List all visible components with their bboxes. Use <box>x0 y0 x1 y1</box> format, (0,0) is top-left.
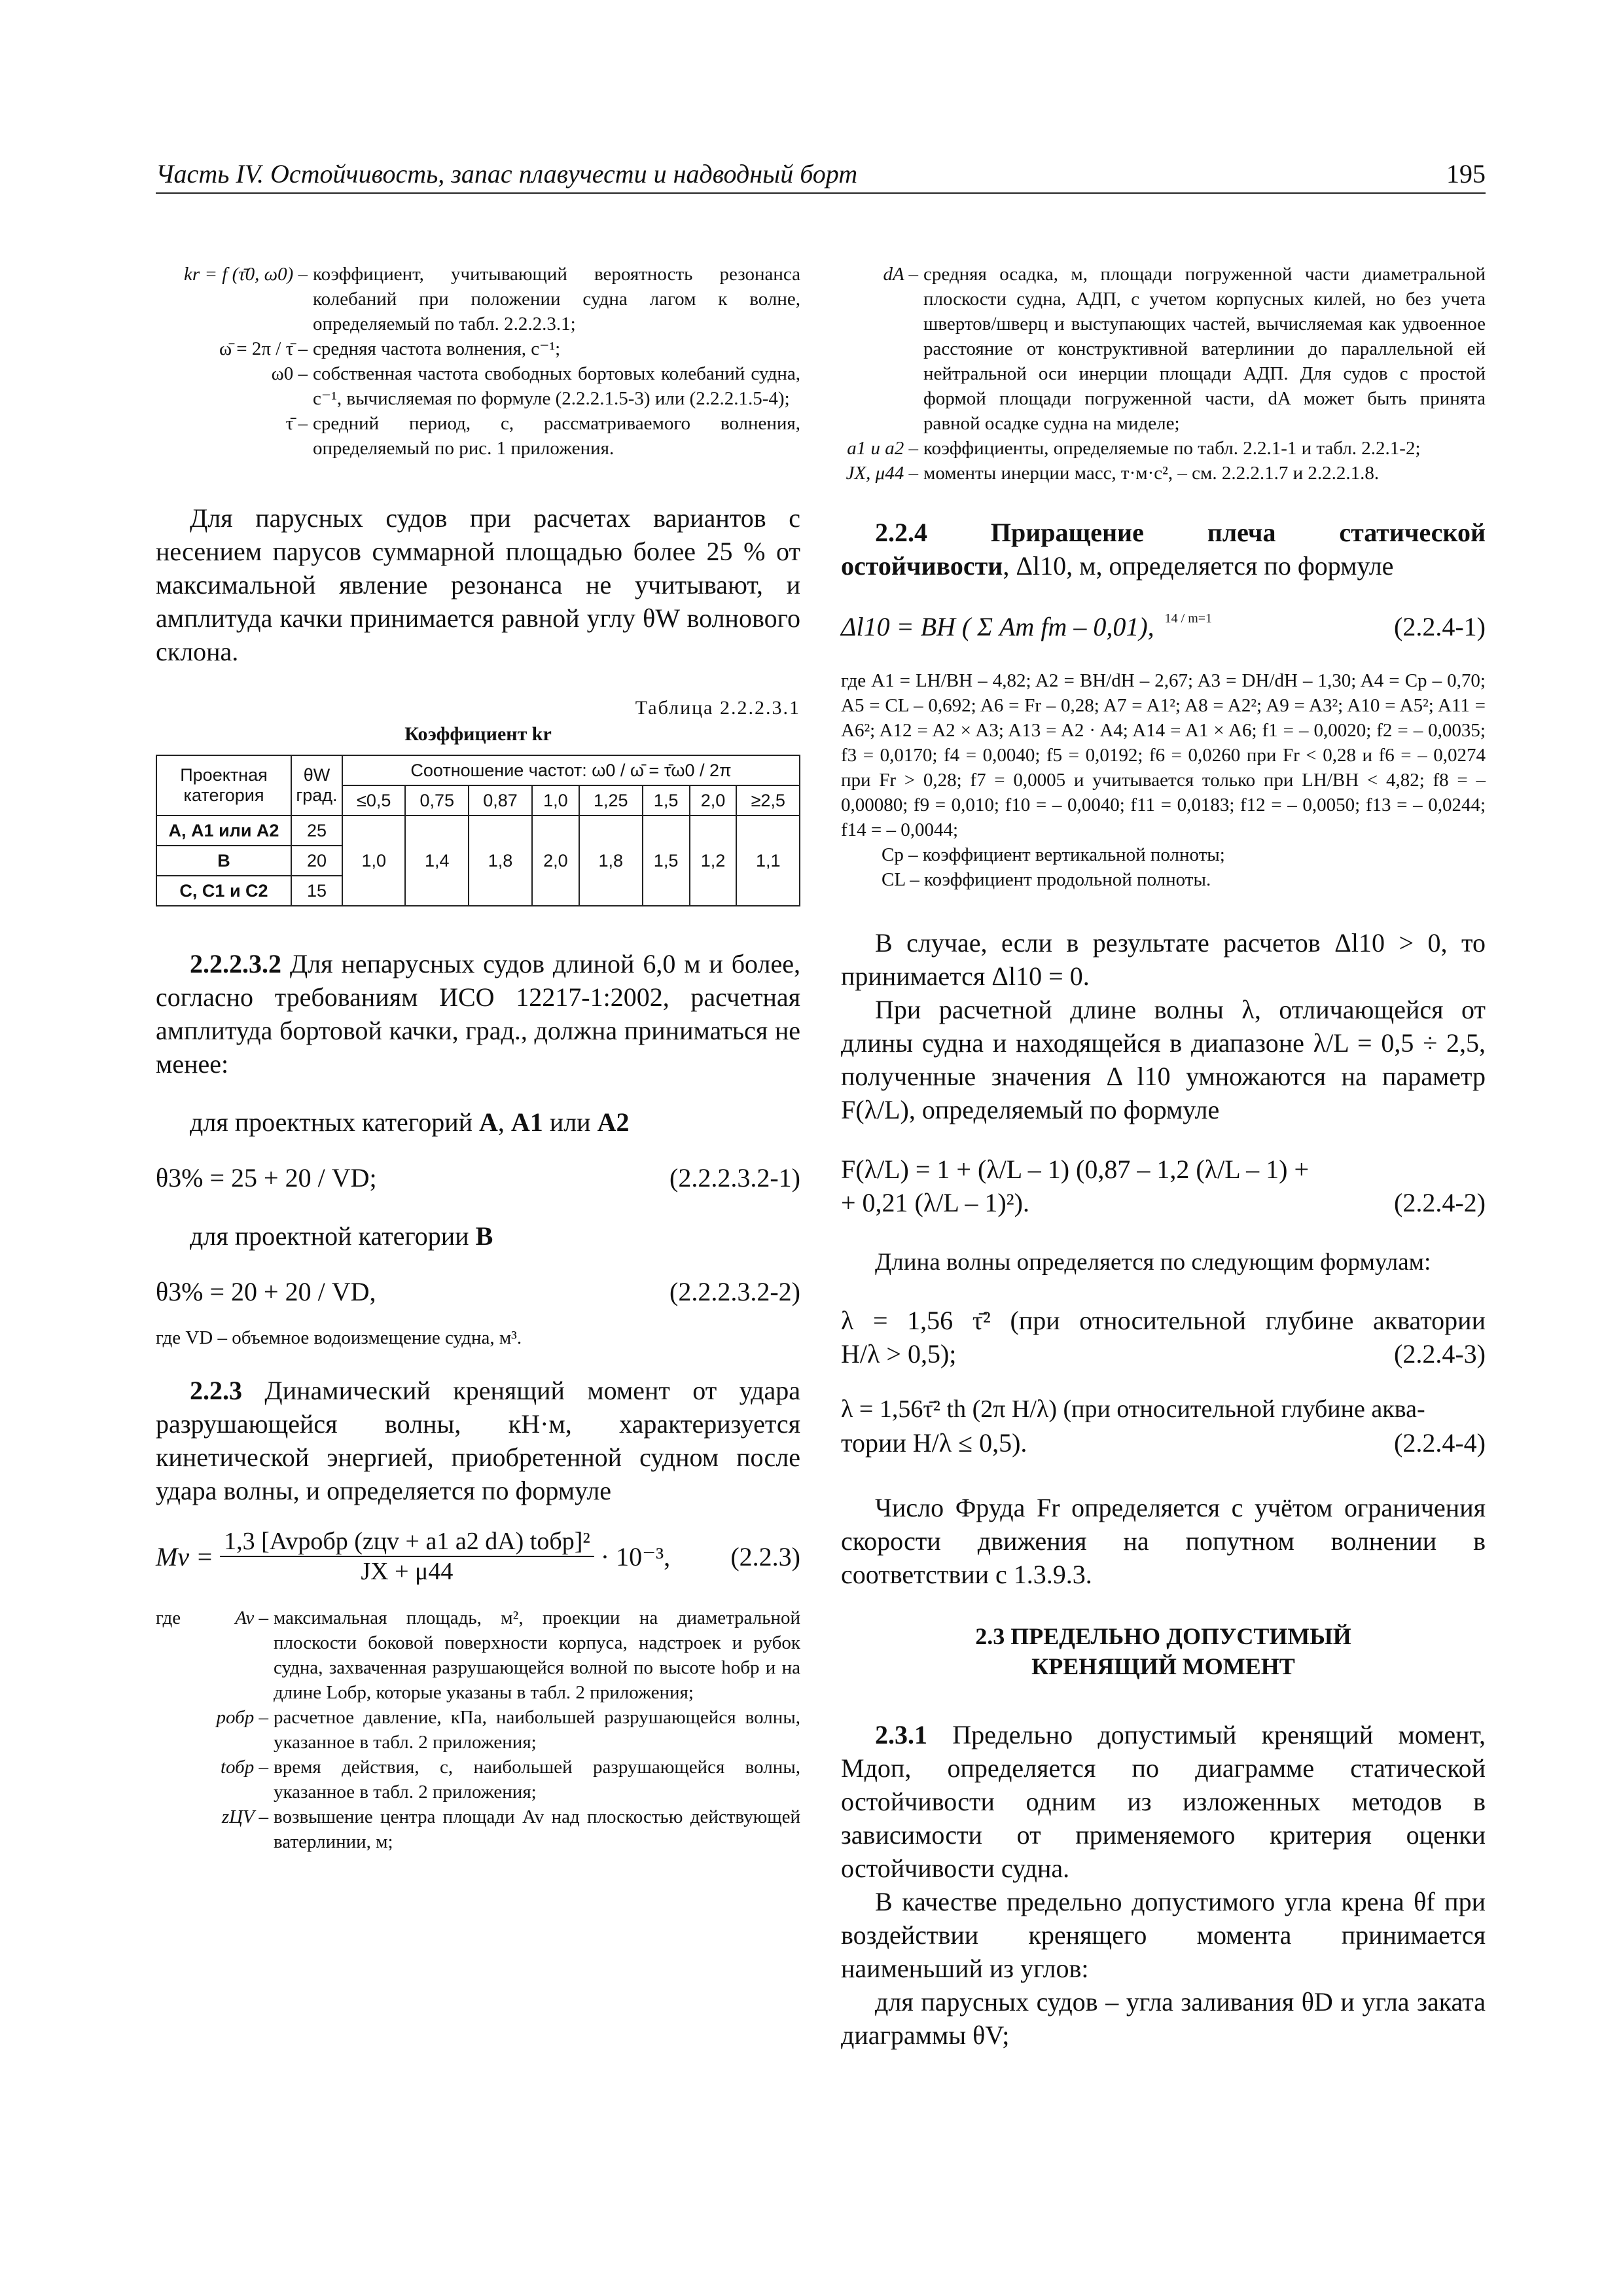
paragraph-2-3-1 <box>841 1718 1486 1885</box>
category-cell: С, С1 и С2 <box>156 876 291 906</box>
definition-text: возвышение центра площади Av над плоскостью действующей ватерлинии, м; <box>274 1806 800 1852</box>
header-category: Проектная категория <box>156 755 291 816</box>
value-cell: 1,5 <box>643 816 690 906</box>
definition-term: ω0 – <box>271 363 308 384</box>
definition-item <box>196 1755 800 1804</box>
clause-number: 2.2.2.3.2 <box>190 949 281 978</box>
clause-text: Динамический кренящий момент от удара разрушающейся волны, кН·м, характеризуется кинетической энергией, приобретенной судном после удара волны, и определяется по формуле <box>156 1376 800 1505</box>
definition-term: τ̄ – <box>285 413 308 434</box>
table-caption: Таблица 2.2.2.3.1 <box>635 697 800 719</box>
definition-term: dA – <box>883 264 918 285</box>
running-title: Часть IV. Остойчивость, запас плавучести и надводный борт <box>156 159 858 188</box>
where-vd: где VD – объемное водоизмещение судна, м³. <box>156 1327 522 1348</box>
separator: или <box>543 1107 597 1137</box>
equation-2-2-2-3-2-2 <box>156 1276 800 1307</box>
paragraph-froude: Число Фруда Fr определяется с учётом ограничения скорости движения на попутном волнении в соответствии с 1.3.9.3. <box>841 1493 1486 1589</box>
value-cell: 2,0 <box>532 816 579 906</box>
equation-number: (2.2.4-1) <box>1394 612 1486 641</box>
clause-text: , Δl10, м, определяется по формуле <box>1003 551 1394 581</box>
equation-fraction <box>220 1527 594 1586</box>
category-a2: А2 <box>597 1107 630 1137</box>
equation-line <box>841 1186 1486 1219</box>
equation-body <box>841 611 1212 642</box>
value-cell: 1,8 <box>579 816 643 906</box>
ratio-cell: ≤0,5 <box>342 785 405 816</box>
definition-item <box>196 1605 800 1705</box>
equation-number: (2.2.4-2) <box>1394 1188 1486 1217</box>
definition-term: kr = f (τ̄0, ω0) – <box>184 264 308 285</box>
definition-item <box>156 336 800 361</box>
equation-lhs: Mv = <box>156 1541 214 1571</box>
definition-term: Av – <box>235 1607 268 1628</box>
section-heading-line: КРЕНЯЩИЙ МОМЕНТ <box>1031 1653 1295 1679</box>
ratio-cell: 0,87 <box>469 785 532 816</box>
equation-number: (2.2.4-4) <box>1394 1428 1486 1458</box>
definition-text: коэффициенты, определяемые по табл. 2.2.1-1 и табл. 2.2.1-2; <box>923 438 1421 459</box>
definition-text: моменты инерции масс, т·м·с², – см. 2.2.2.1.7 и 2.2.2.1.8. <box>923 463 1380 484</box>
definition-term: pобр – <box>216 1707 268 1728</box>
definitions-list-3 <box>841 262 1486 486</box>
categories-a-line <box>156 1105 800 1139</box>
ratio-cell: 2,0 <box>690 785 737 816</box>
theta-cell: 15 <box>291 876 342 906</box>
equation-2-2-4-3 <box>841 1304 1486 1371</box>
cp-definition: Cp – коэффициент вертикальной полноты; <box>882 844 1225 865</box>
section-heading-2-3 <box>841 1621 1486 1681</box>
equation-tail: · 10⁻³, <box>600 1541 671 1571</box>
definition-text: средний период, с, рассматриваемого волнения, определяемый по рис. 1 приложения. <box>313 413 800 459</box>
paragraph-sailing-vessels: для парусных судов – угла заливания θD и угла заката диаграммы θV; <box>841 1987 1486 2050</box>
clause-text: Предельно допустимый кренящий момент, Mдоп, определяется по диаграмме статической остойчивости одним из изложенных методов в зависимости от применяемого критерия оценки остойчивости судна. <box>841 1720 1486 1883</box>
value-cell: 1,8 <box>469 816 532 906</box>
coefficient-table <box>156 755 800 906</box>
equation-text: H/λ > 0,5); <box>841 1339 957 1369</box>
category-b-text: для проектной категории <box>190 1221 476 1251</box>
clause-text: Для непарусных судов длиной 6,0 м и более, согласно требованиям ИСО 12217-1:2002, расчетная амплитуда бортовой качки, град., должна приниматься не менее: <box>156 949 800 1079</box>
category-cell: А, А1 или А2 <box>156 816 291 846</box>
definition-item <box>156 262 800 336</box>
definition-item <box>156 361 800 411</box>
page-header <box>156 156 1486 194</box>
paragraph-2-2-2-3-2 <box>156 947 800 1081</box>
left-column <box>156 262 800 1854</box>
section-heading-line: 2.3 ПРЕДЕЛЬНО ДОПУСТИМЫЙ <box>975 1623 1351 1649</box>
fraction-denominator: JX + μ44 <box>361 1558 454 1585</box>
definition-item <box>196 1804 800 1854</box>
value-cell: 1,0 <box>342 816 405 906</box>
definition-text: коэффициент, учитывающий вероятность резонанса колебаний при положении судна лагом к волне, определяемый по табл. 2.2.2.3.1; <box>313 264 800 334</box>
ratio-cell: ≥2,5 <box>736 785 800 816</box>
theta-cell: 25 <box>291 816 342 846</box>
definition-item <box>196 1705 800 1755</box>
equation-text: + 0,21 (λ/L – 1)²). <box>841 1188 1029 1217</box>
table-title: Коэффициент kr <box>404 723 552 745</box>
equation-number: (2.2.3) <box>730 1541 800 1571</box>
category-b: В <box>475 1221 493 1251</box>
value-cell: 1,2 <box>690 816 737 906</box>
definitions-list-1 <box>156 262 800 461</box>
definition-item <box>841 461 1486 486</box>
paragraph-case: В случае, если в результате расчетов Δl10 > 0, то принимается Δl10 = 0. <box>841 928 1486 991</box>
definition-term: a1 и a2 – <box>847 438 918 459</box>
definition-item <box>156 411 800 461</box>
definition-term: tобр – <box>220 1757 268 1778</box>
paragraph-2-2-4 <box>841 516 1486 583</box>
equation-number: (2.2.2.3.2-1) <box>669 1163 800 1193</box>
definition-text: максимальная площадь, м², проекции на диаметральной плоскости боковой поверхности корпуса, надстроек и рубок судна, захваченная разрушающейся волной по высоте hобр и на длине Lобр, которые указаны в табл. 2 приложения; <box>274 1607 800 1703</box>
where-label: где <box>156 1607 181 1628</box>
definition-text: расчетное давление, кПа, наибольшей разрушающейся волны, указанное в табл. 2 приложения; <box>274 1707 800 1753</box>
category-a1: А1 <box>510 1107 543 1137</box>
ratio-cell: 1,0 <box>532 785 579 816</box>
equation-2-2-2-3-2-1 <box>156 1162 800 1193</box>
ratio-cell: 1,5 <box>643 785 690 816</box>
categories-a-text: для проектных категорий <box>190 1107 480 1137</box>
table-header-row <box>156 755 800 785</box>
theta-cell: 20 <box>291 846 342 876</box>
equation-text: тории H/λ ≤ 0,5). <box>841 1428 1027 1458</box>
definition-term: JX, μ44 – <box>846 463 918 484</box>
page-number: 195 <box>1446 159 1486 188</box>
ratio-cell: 1,25 <box>579 785 643 816</box>
paragraph-wave-length: При расчетной длине волны λ, отличающейся от длины судна и находящейся в диапазоне λ/L = 0,5 ÷ 2,5, полученные значения Δ l10 умножаются на параметр F(λ/L), определяемый по формуле <box>841 995 1486 1124</box>
definition-term: zЦV – <box>221 1806 268 1827</box>
equation-body: θ3% = 20 + 20 / VD, <box>156 1277 376 1306</box>
value-cell: 1,1 <box>736 816 800 906</box>
definition-text: средняя осадка, м, площади погруженной части диаметральной плоскости судна, AДП, с учетом корпусных килей, но без учета швертов/шверц и выступающих частей, вычисляемая как удвоенное расстояние от конструктивной ватерлинии до параллельной ей нейтральной оси инерции площади AДП. Для судов с простой формой площади погруженной части, dA может быть принята равной осадке судна на миделе; <box>923 264 1486 434</box>
ratio-cell: 0,75 <box>405 785 469 816</box>
clause-number: 2.2.4 <box>875 518 927 547</box>
sum-limits: 14 / m=1 <box>1164 611 1213 626</box>
category-b-line <box>156 1219 800 1253</box>
definition-item <box>841 436 1486 461</box>
table-row <box>156 816 800 846</box>
paragraph-2-2-3 <box>156 1374 800 1507</box>
paragraph-wave-formulas: Длина волны определяется по следующим формулам: <box>875 1249 1431 1276</box>
definitions-list-2-items <box>196 1605 800 1854</box>
cl-definition: CL – коэффициент продольной полноты. <box>882 869 1211 890</box>
equation-body: θ3% = 25 + 20 / VD; <box>156 1163 377 1193</box>
equation-2-2-4-4 <box>841 1393 1486 1460</box>
clause-number: 2.3.1 <box>875 1720 927 1749</box>
definitions-list-2 <box>156 1605 800 1854</box>
paragraph-sail-resonance: Для парусных судов при расчетах вариантов с несением парусов суммарной площадью более 25 % от максимальной явление резонанса не учитывают, и амплитуда качки принимается равной углу θW волнового склона. <box>156 503 800 666</box>
where-2-2-4: где A1 = LH/BH – 4,82; A2 = BH/dH – 2,67; A3 = DH/dH – 1,30; A4 = Cp – 0,70; A5 = CL – 0,692; A6 = Fr – 0,28; A7 = A1²; A8 = A2²; A9 = A3²; A10 = A5²; A11 = A6²; A12 = A2 × A3; A13 = A2 · A4; A14 = A1 × A6; f1 = – 0,0020; f2 = – 0,0035; f3 = 0,0170; f4 = 0,0040; f5 = 0,0192; f6 = 0,0260 при Fr < 0,28 и f6 = – 0,0274 при Fr > 0,28; f7 = 0,0005 и учитывается только при LH/BH < 4,82; f8 = – 0,00080; f9 = 0,010; f10 = – 0,0040; f11 = 0,0183; f12 = – 0,0050; f13 = – 0,0244; f14 = – 0,0044; <box>841 670 1486 840</box>
clause-heading: Приращение плеча статической остойчивости <box>841 518 1486 581</box>
header-ratio: Соотношение частот: ω0 / ω̄ = τ̄ω0 / 2π <box>342 755 800 785</box>
category-cell: В <box>156 846 291 876</box>
equation-line: λ = 1,56τ̄² th (2π H/λ) (при относительной глубине аква- <box>841 1395 1425 1423</box>
equation-line: λ = 1,56 τ̄² (при относительной глубине акватории <box>841 1306 1486 1335</box>
category-a: А <box>479 1107 498 1137</box>
equation-2-2-3 <box>156 1527 800 1586</box>
equation-2-2-4-2 <box>841 1153 1486 1219</box>
value-cell: 1,4 <box>405 816 469 906</box>
equation-2-2-4-1 <box>841 611 1486 642</box>
equation-number: (2.2.2.3.2-2) <box>669 1277 800 1306</box>
definition-text: средняя частота волнения, с⁻¹; <box>313 338 561 359</box>
separator: , <box>497 1107 511 1137</box>
fraction-numerator: 1,3 [Avpобр (zцv + a1 a2 dA) tобр]² <box>220 1527 594 1557</box>
equation-line: F(λ/L) = 1 + (λ/L – 1) (0,87 – 1,2 (λ/L – 1) + <box>841 1155 1310 1184</box>
definition-item <box>841 262 1486 436</box>
clause-number: 2.2.3 <box>190 1376 242 1405</box>
right-column <box>841 262 1486 2052</box>
definition-text: собственная частота свободных бортовых колебаний судна, с⁻¹, вычисляемая по формуле (2.2.2.1.5-3) или (2.2.2.1.5-4); <box>313 363 800 409</box>
equation-number: (2.2.4-3) <box>1394 1339 1486 1369</box>
equation-line <box>841 1426 1486 1460</box>
equation-line <box>841 1337 1486 1371</box>
definition-term: ω̄ = 2π / τ̄ – <box>219 338 308 359</box>
equation-text: Δl10 = BH ( Σ Am fm – 0,01), <box>841 612 1154 641</box>
header-theta: θW град. <box>291 755 342 816</box>
paragraph-limit-angle: В качестве предельно допустимого угла крена θf при воздействии кренящего момента принимается наименьший из углов: <box>841 1887 1486 1983</box>
definition-text: время действия, с, наибольшей разрушающейся волны, указанное в табл. 2 приложения; <box>274 1757 800 1803</box>
